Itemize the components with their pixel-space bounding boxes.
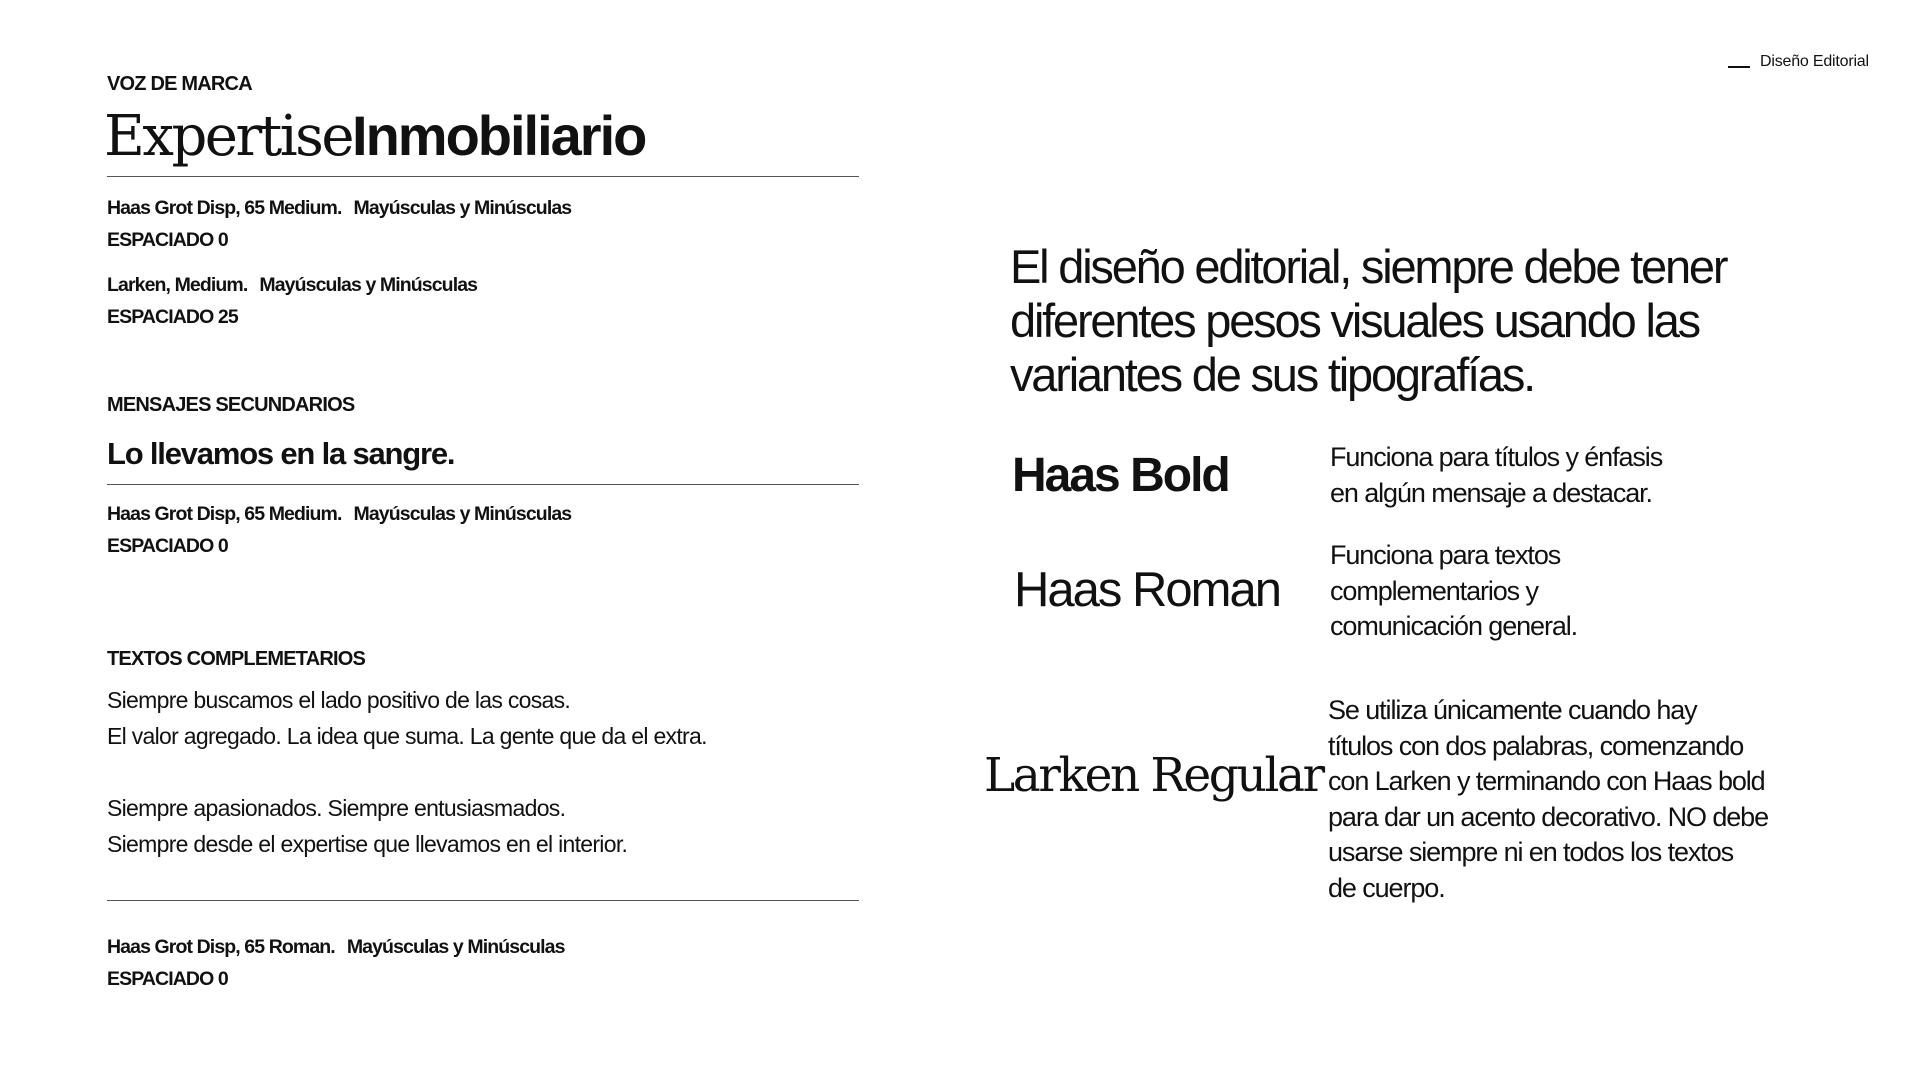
- spec-font: Larken, Medium.: [107, 274, 248, 296]
- secondary-label: MENSAJES SECUNDARIOS: [107, 394, 355, 416]
- lead-line: diferentes pesos visuales usando las: [1010, 294, 1699, 347]
- description-line: Funciona para textos: [1330, 540, 1561, 570]
- sample-description: [1330, 538, 1577, 645]
- brand-voice-title: [104, 100, 645, 173]
- description-line: con Larken y terminando con Haas bold: [1328, 766, 1765, 796]
- description-line: complementarios y: [1330, 575, 1538, 606]
- spec-spacing: ESPACIADO 0: [107, 535, 228, 557]
- sample-larken-regular: Larken Regular: [984, 748, 1323, 803]
- spec-spacing: ESPACIADO 0: [107, 229, 228, 251]
- description-line: comunicación general.: [1330, 611, 1578, 641]
- spec-case: Mayúsculas y Minúsculas: [259, 274, 478, 296]
- description-line: de cuerpo.: [1328, 872, 1445, 903]
- lead-line: El diseño editorial, siempre debe tener: [1010, 240, 1727, 293]
- spec-font: Haas Grot Disp, 65 Roman.: [107, 936, 335, 958]
- brand-voice-label: VOZ DE MARCA: [107, 73, 252, 95]
- secondary-message: Lo llevamos en la sangre.: [107, 436, 455, 471]
- sample-haas-bold: Haas Bold: [1012, 449, 1229, 502]
- spec-font: Haas Grot Disp, 65 Medium.: [107, 503, 342, 525]
- lead-line: variantes de sus tipografías.: [1010, 348, 1535, 401]
- sample-haas-roman: Haas Roman: [1014, 563, 1280, 617]
- divider: [107, 900, 859, 901]
- lead-statement: [1010, 240, 1726, 402]
- body-line: Siempre desde el expertise que llevamos en el interior.: [107, 831, 628, 857]
- dash-divider: [1728, 66, 1750, 68]
- spec-case: Mayúsculas y Minúsculas: [353, 503, 572, 525]
- spec-case: Mayúsculas y Minúsculas: [353, 197, 572, 219]
- description-line: en algún mensaje a destacar.: [1330, 477, 1652, 508]
- complementary-label: TEXTOS COMPLEMETARIOS: [107, 648, 366, 670]
- body-line: Siempre apasionados. Siempre entusiasmados.: [107, 795, 566, 821]
- section-tag: [1728, 53, 1869, 71]
- description-line: usarse siempre ni en todos los textos: [1328, 837, 1734, 867]
- font-spec-3: [107, 498, 571, 562]
- complementary-text: [107, 682, 707, 862]
- title-sans-part: Inmobiliario: [352, 104, 646, 167]
- body-line: Siempre buscamos el lado positivo de las cosas.: [107, 687, 571, 713]
- spec-font: Haas Grot Disp, 65 Medium.: [107, 197, 342, 219]
- sample-description: [1328, 693, 1768, 906]
- divider: [107, 484, 859, 485]
- spec-spacing: ESPACIADO 25: [107, 306, 238, 328]
- font-spec-4: [107, 931, 565, 995]
- description-line: títulos con dos palabras, comenzando: [1328, 730, 1744, 761]
- spec-spacing: ESPACIADO 0: [107, 968, 228, 990]
- description-line: Se utiliza únicamente cuando hay: [1328, 695, 1697, 725]
- font-spec-2: [107, 269, 477, 333]
- font-spec-1: [107, 192, 571, 256]
- sample-description: [1330, 440, 1662, 511]
- section-label: Diseño Editorial: [1760, 53, 1869, 70]
- spec-case: Mayúsculas y Minúsculas: [346, 936, 565, 958]
- divider: [107, 176, 859, 177]
- title-serif-part: Expertise: [104, 104, 353, 169]
- description-line: para dar un acento decorativo. NO debe: [1328, 801, 1769, 832]
- description-line: Funciona para títulos y énfasis: [1330, 442, 1663, 472]
- body-line: El valor agregado. La idea que suma. La gente que da el extra.: [107, 723, 707, 749]
